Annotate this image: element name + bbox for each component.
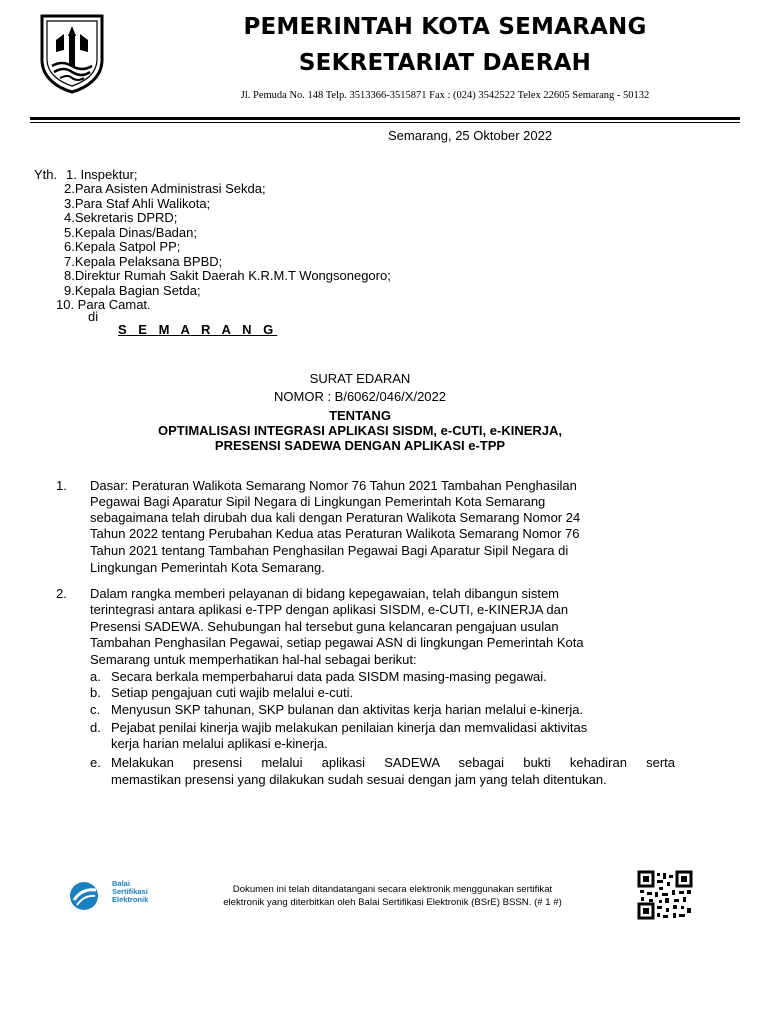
recipient-city: S E M A R A N G (118, 322, 278, 337)
paragraph-number: 1. (56, 478, 67, 493)
sub-item-text: Secara berkala memperbaharui data pada SISDM masing-masing pegawai. (111, 669, 547, 684)
paragraph-line: Dalam rangka memberi pelayanan di bidang kepegawaian, telah dibangun sistem (90, 586, 560, 601)
recipient-item: 3.Para Staf Ahli Walikota; (64, 196, 211, 211)
signature-notice-line: elektronik yang diterbitkan oleh Balai Sertifikasi Elektronik (BSrE) BSSN. (# 1 #) (223, 897, 562, 908)
letterhead-divider-thin (30, 122, 740, 123)
paragraph-number: 2. (56, 586, 67, 601)
recipient-item: 6.Kepala Satpol PP; (64, 239, 181, 254)
sub-item-text: Menyusun SKP tahunan, SKP bulanan dan aktivitas kerja harian melalui e-kinerja. (111, 702, 584, 717)
sub-item-letter: b. (90, 685, 101, 700)
letterhead-divider-thick (30, 117, 740, 120)
sub-item-letter: d. (90, 720, 101, 735)
sub-item-letter: a. (90, 669, 101, 684)
paragraph-line: Pegawai Bagi Aparatur Sipil Negara di Lingkungan Pemerintah Kota Semarang (90, 494, 546, 509)
bsre-text: Sertifikasi (112, 887, 148, 896)
letter-subject-2: PRESENSI SADEWA DENGAN APLIKASI e-TPP (214, 438, 506, 453)
bsre-logo (68, 880, 188, 912)
letterhead-title-1: PEMERINTAH KOTA SEMARANG (243, 14, 647, 40)
recipient-item: 7.Kepala Pelaksana BPBD; (64, 254, 223, 269)
paragraph-line: Semarang untuk memperhatikan hal-hal sebagai berikut: (90, 652, 417, 667)
paragraph-line: Tahun 2022 tentang Perubahan Kedua atas Peraturan Walikota Semarang Nomor 76 (90, 526, 580, 541)
recipient-di: di (88, 309, 99, 324)
bsre-emblem-icon (68, 880, 102, 912)
letter-date: Semarang, 25 Oktober 2022 (388, 128, 553, 143)
recipient-item: 1. Inspektur; (66, 167, 138, 182)
sub-item-letter: c. (90, 702, 101, 717)
qr-code-icon (637, 870, 693, 920)
recipient-item: 4.Sekretaris DPRD; (64, 210, 178, 225)
recipient-item: 10. Para Camat. (56, 297, 151, 312)
sub-item-letter: e. (90, 755, 101, 770)
recipient-item: 8.Direktur Rumah Sakit Daerah K.R.M.T Wongsonegoro; (64, 268, 391, 283)
sub-item-text: kerja harian melalui aplikasi e-kinerja. (111, 736, 328, 751)
bsre-text: Balai (112, 879, 130, 888)
letterhead-title-2: SEKRETARIAT DAERAH (298, 50, 592, 76)
recipient-prefix: Yth. (34, 167, 58, 182)
sub-item-text: memastikan presensi yang dilakukan sudah sesuai dengan jam yang telah ditentukan. (111, 772, 607, 787)
sub-item-text: Setiap pengajuan cuti wajib melalui e-cuti. (111, 685, 354, 700)
bsre-text: Elektronik (112, 895, 149, 904)
recipient-item: 5.Kepala Dinas/Badan; (64, 225, 197, 240)
signature-notice-line: Dokumen ini telah ditandatangani secara elektronik menggunakan sertifikat (232, 884, 553, 895)
paragraph-line: sebagaimana telah dirubah dua kali dengan Peraturan Walikota Semarang Nomor 24 (90, 510, 581, 525)
paragraph-line: Presensi SADEWA. Sehubungan hal tersebut guna kelancaran pengajuan usulan (90, 619, 559, 634)
signature-notice (200, 883, 585, 909)
sub-item-text: Pejabat penilai kinerja wajib melakukan penilaian kinerja dan memvalidasi aktivitas (111, 720, 588, 735)
recipient-item: 2.Para Asisten Administrasi Sekda; (64, 181, 266, 196)
letter-tentang: TENTANG (329, 408, 391, 423)
paragraph-line: Tambahan Penghasilan Pegawai, setiap pegawai ASN di lingkungan Pemerintah Kota (90, 635, 584, 650)
letter-type: SURAT EDARAN (309, 371, 411, 386)
recipient-item: 9.Kepala Bagian Setda; (64, 283, 201, 298)
paragraph-line: Lingkungan Pemerintah Kota Semarang. (90, 560, 325, 575)
paragraph-line: Tahun 2021 tentang Tambahan Penghasilan Pegawai Bagi Aparatur Sipil Negara di (90, 543, 569, 558)
sub-item-text: Melakukan presensi melalui aplikasi SADEWA sebagai bukti kehadiran serta (111, 755, 675, 770)
coat-of-arms-icon (38, 14, 106, 94)
letter-number: NOMOR : B/6062/046/X/2022 (274, 389, 446, 404)
paragraph-line: terintegrasi antara aplikasi e-TPP dengan aplikasi SISDM, e-CUTI, e-KINERJA dan (90, 602, 569, 617)
paragraph-line: Dasar: Peraturan Walikota Semarang Nomor 76 Tahun 2021 Tambahan Penghasilan (90, 478, 577, 493)
letterhead-address: Jl. Pemuda No. 148 Telp. 3513366-3515871 Fax : (024) 3542522 Telex 22605 Semarang - 50132 (240, 90, 650, 101)
letter-subject-1: OPTIMALISASI INTEGRASI APLIKASI SISDM, e-CUTI, e-KINERJA, (158, 423, 562, 438)
